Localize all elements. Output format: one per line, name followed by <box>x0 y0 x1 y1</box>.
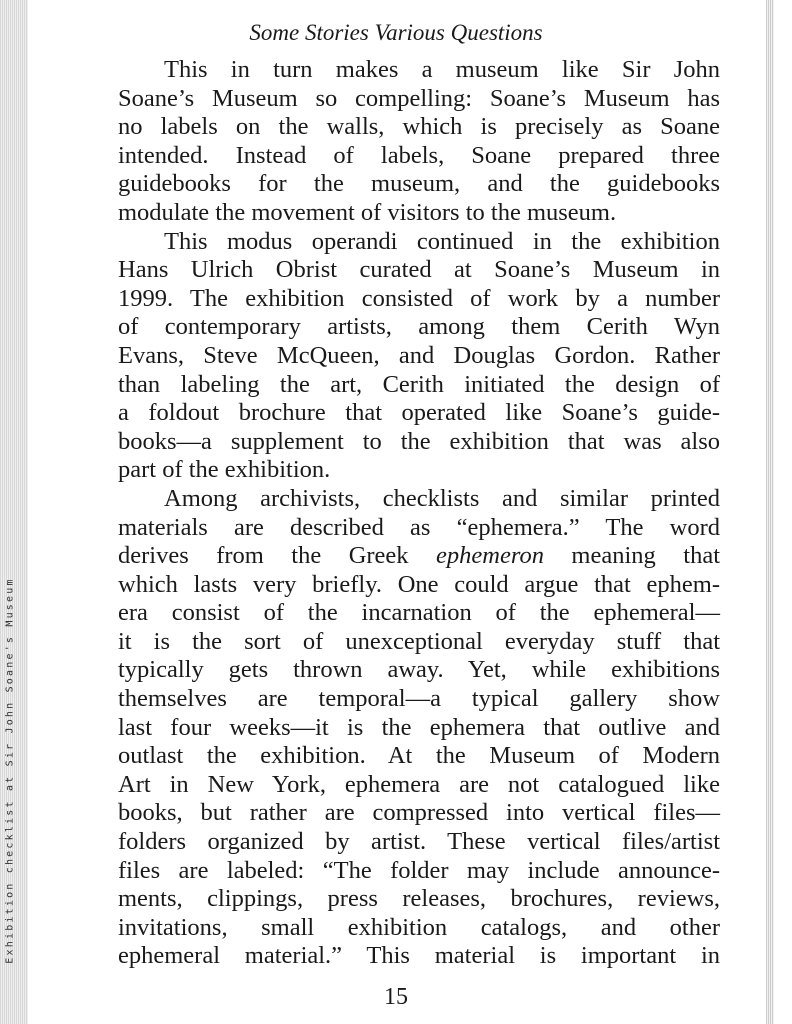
text-line: books, but rather are compressed into vertical files— <box>118 799 720 827</box>
text-line: folders organized by artist. These vertical files/artist <box>118 828 720 856</box>
text-line: themselves are temporal—a typical gallery show <box>118 685 720 713</box>
text-line: Among archivists, checklists and similar printed <box>164 484 720 512</box>
text-line: This modus operandi continued in the exhibition <box>164 227 720 255</box>
text-line: materials are described as “ephemera.” The word <box>118 513 720 541</box>
text-line: outlast the exhibition. At the Museum of Modern <box>118 742 720 770</box>
text-line: no labels on the walls, which is precisely as Soane <box>118 113 720 141</box>
text-line: which lasts very briefly. One could argue that ephem- <box>118 570 720 598</box>
text-line: invitations, small exhibition catalogs, and other <box>118 913 720 941</box>
body-text <box>118 56 720 971</box>
scan-right-edge <box>766 0 774 1024</box>
text-line: modulate the movement of visitors to the museum. <box>118 198 617 226</box>
text-line: Soane’s Museum so compelling: Soane’s Museum has <box>118 84 720 112</box>
text-line: ments, clippings, press releases, brochures, reviews, <box>118 885 720 913</box>
text-line: than labeling the art, Cerith initiated the design of <box>118 370 720 398</box>
text-line: Evans, Steve McQueen, and Douglas Gordon. Rather <box>118 341 720 369</box>
text-line: part of the exhibition. <box>118 456 331 484</box>
text-line: typically gets thrown away. Yet, while exhibitions <box>118 656 720 684</box>
text-line: intended. Instead of labels, Soane prepared three <box>118 141 720 169</box>
side-caption: Exhibition checklist at Sir John Soane's Museum <box>4 577 16 964</box>
text-line: books—a supplement to the exhibition that was also <box>118 427 720 455</box>
text-line: Art in New York, ephemera are not catalogued like <box>118 770 720 798</box>
text-line: files are labeled: “The folder may include announce- <box>118 856 720 884</box>
text-line: guidebooks for the museum, and the guidebooks <box>118 170 720 198</box>
text-line: ephemeral material.” This material is important in <box>118 942 720 970</box>
running-header: Some Stories Various Questions <box>249 20 543 45</box>
text-line: a foldout brochure that operated like Soane’s guide- <box>118 399 720 427</box>
text-line: derives from the Greek ephemeron meaning that <box>118 542 720 570</box>
text-line: of contemporary artists, among them Cerith Wyn <box>118 313 720 341</box>
text-line: Hans Ulrich Obrist curated at Soane’s Museum in <box>118 256 720 284</box>
page-number: 15 <box>384 984 408 1010</box>
text-line: last four weeks—it is the ephemera that outlive and <box>118 713 720 741</box>
text-line: era consist of the incarnation of the ephemeral— <box>118 599 720 627</box>
text-line: 1999. The exhibition consisted of work by a number <box>118 284 720 312</box>
text-line: This in turn makes a museum like Sir John <box>164 56 720 83</box>
text-line: it is the sort of unexceptional everyday stuff that <box>118 627 720 655</box>
